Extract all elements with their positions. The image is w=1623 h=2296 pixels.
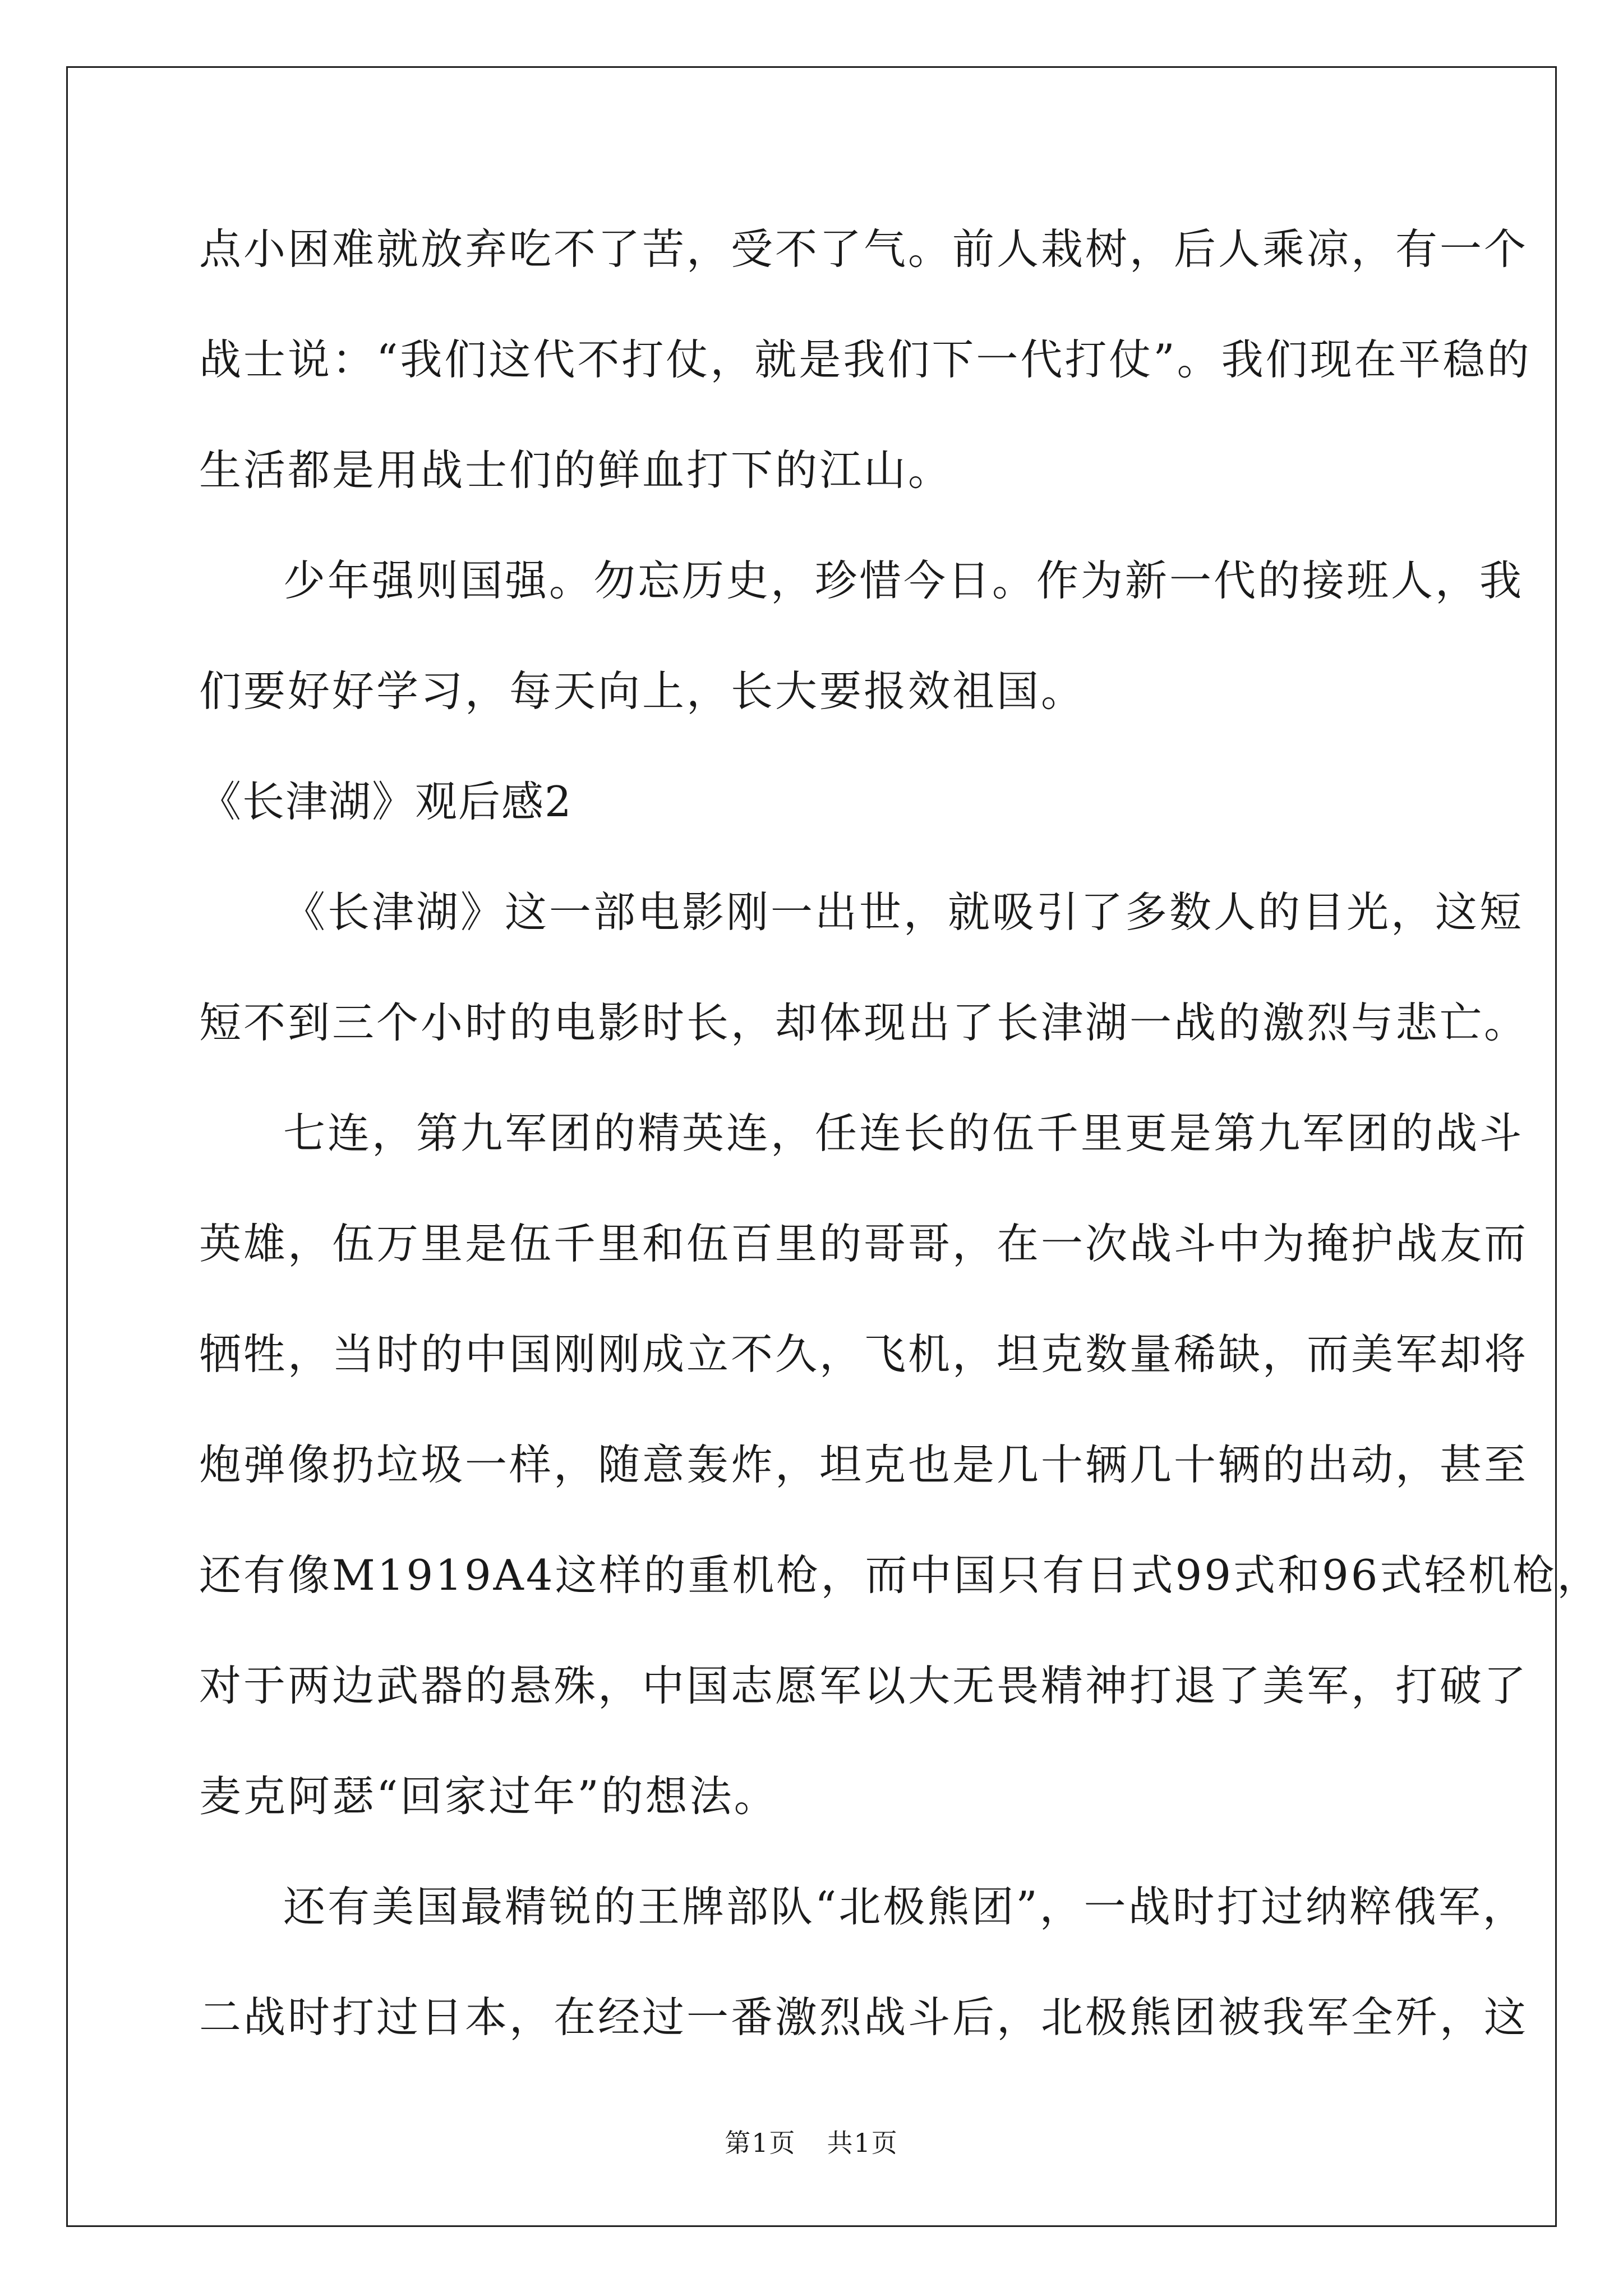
text-line: 短不到三个小时的电影时长，却体现出了长津湖一战的激烈与悲亡。: [199, 998, 1529, 1047]
page-number-total: 共1页: [827, 2128, 898, 2158]
text-line: 炮弹像扔垃圾一样，随意轰炸，坦克也是几十辆几十辆的出动，甚至: [199, 1440, 1529, 1489]
text-line: 点小困难就放弃吃不了苦，受不了气。前人栽树，后人乘凉，有一个: [199, 224, 1529, 274]
text-line: 麦克阿瑟“回家过年”的想法。: [199, 1772, 778, 1821]
text-line: 牺牲，当时的中国刚刚成立不久，飞机，坦克数量稀缺，而美军却将: [199, 1329, 1529, 1379]
text-line: 们要好好学习，每天向上，长大要报效祖国。: [199, 666, 1086, 716]
document-body: [199, 212, 1602, 2091]
paragraph-start-line: 七连，第九军团的精英连，任连长的伍千里更是第九军团的战斗: [283, 1108, 1524, 1158]
paragraph-start-line: 少年强则国强。勿忘历史，珍惜今日。作为新一代的接班人，我: [283, 556, 1524, 605]
section-heading: 《长津湖》观后感2: [199, 777, 573, 826]
text-line: 战士说：“我们这代不打仗，就是我们下一代打仗”。我们现在平稳的: [199, 335, 1532, 384]
paragraph-start-line: 《长津湖》这一部电影刚一出世，就吸引了多数人的目光，这短: [283, 887, 1524, 937]
page-footer: [0, 2126, 1623, 2160]
paragraph-start-line: 还有美国最精锐的王牌部队“北极熊团”，一战时打过纳粹俄军，: [283, 1882, 1527, 1931]
text-line: 对于两边武器的悬殊，中国志愿军以大无畏精神打退了美军，打破了: [199, 1661, 1529, 1710]
page-number-current: 第1页: [725, 2128, 796, 2158]
text-line: 二战时打过日本，在经过一番激烈战斗后，北极熊团被我军全歼，这: [199, 1993, 1529, 2042]
text-line: 还有像M1919A4这样的重机枪，而中国只有日式99式和96式轻机枪，: [199, 1550, 1602, 1600]
text-line: 英雄，伍万里是伍千里和伍百里的哥哥，在一次战斗中为掩护战友而: [199, 1219, 1529, 1268]
text-line: 生活都是用战士们的鲜血打下的江山。: [199, 445, 953, 495]
